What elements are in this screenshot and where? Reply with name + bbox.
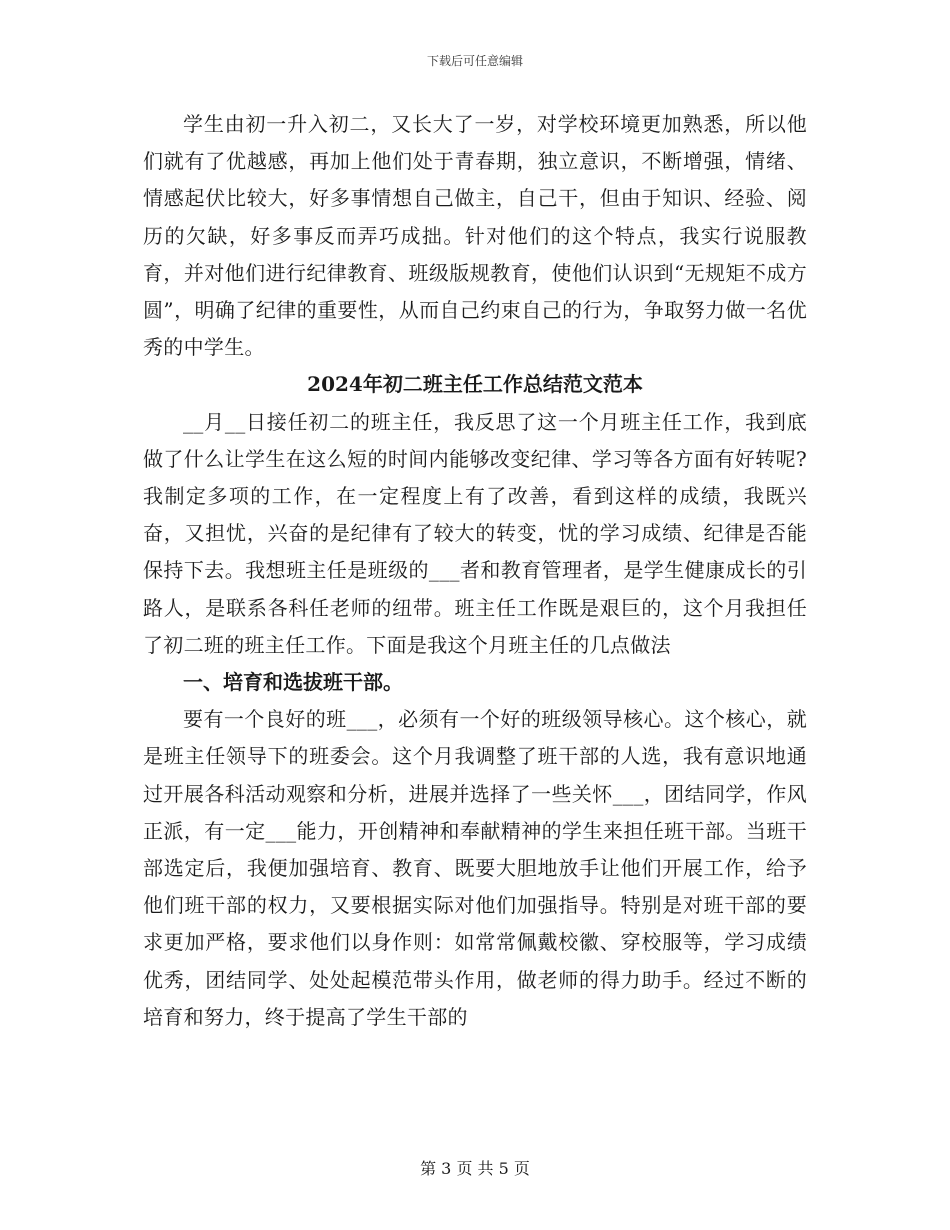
paragraph-intro: 学生由初一升入初二，又长大了一岁，对学校环境更加熟悉，所以他们就有了优越感，再加上他们处于青春期，独立意识，不断增强，情绪、情感起伏比较大，好多事情想自己做主，自己干，但由于知识、经验、阅历的欠缺，好多事反而弄巧成拙。针对他们的这个特点，我实行说服教育，并对他们进行纪律教育、班级版规教育，使他们认识到“无规矩不成方圆”，明确了纪律的重要性，从而自己约束自己的行为，争取努力做一名优秀的中学生。 — [143, 112, 807, 360]
section-heading-1: 一、培育和选拔班干部。 — [183, 670, 403, 695]
paragraph-reflection: __月__日接任初二的班主任，我反思了这一个月班主任工作，我到底做了什么让学生在这么短的时间内能够改变纪律、学习等各方面有好转呢?我制定多项的工作，在一定程度上有了改善，看到这样的成绩，我既兴奋，又担忧，兴奋的是纪律有了较大的转变，忧的学习成绩、纪律是否能保持下去。我想班主任是班级的___者和教育管理者，是学生健康成长的引路人，是联系各科任老师的纽带。班主任工作既是艰巨的，这个月我担任了初二班的班主任工作。下面是我这个月班主任的几点做法 — [143, 409, 807, 657]
page-number: 第 3 页 共 5 页 — [420, 1159, 530, 1178]
document-body — [143, 106, 807, 1036]
page-header: 下载后可任意编辑 — [426, 54, 523, 68]
document-title: 2024年初二班主任工作总结范文范本 — [307, 372, 643, 397]
paragraph-class-leaders: 要有一个良好的班___，必须有一个好的班级领导核心。这个核心，就是班主任领导下的班委会。这个月我调整了班干部的人选，我有意识地通过开展各科活动观察和分析，进展并选择了一些关怀___，团结同学，作风正派，有一定___能力，开创精神和奉献精神的学生来担任班干部。当班干部选定后，我便加强培育、教育、既要大胆地放手让他们开展工作，给予他们班干部的权力，又要根据实际对他们加强指导。特别是对班干部的要求更加严格，要求他们以身作则：如常常佩戴校徽、穿校服等，学习成绩优秀，团结同学、处处起模范带头作用，做老师的得力助手。经过不断的培育和努力，终于提高了学生干部的 — [143, 707, 807, 1029]
